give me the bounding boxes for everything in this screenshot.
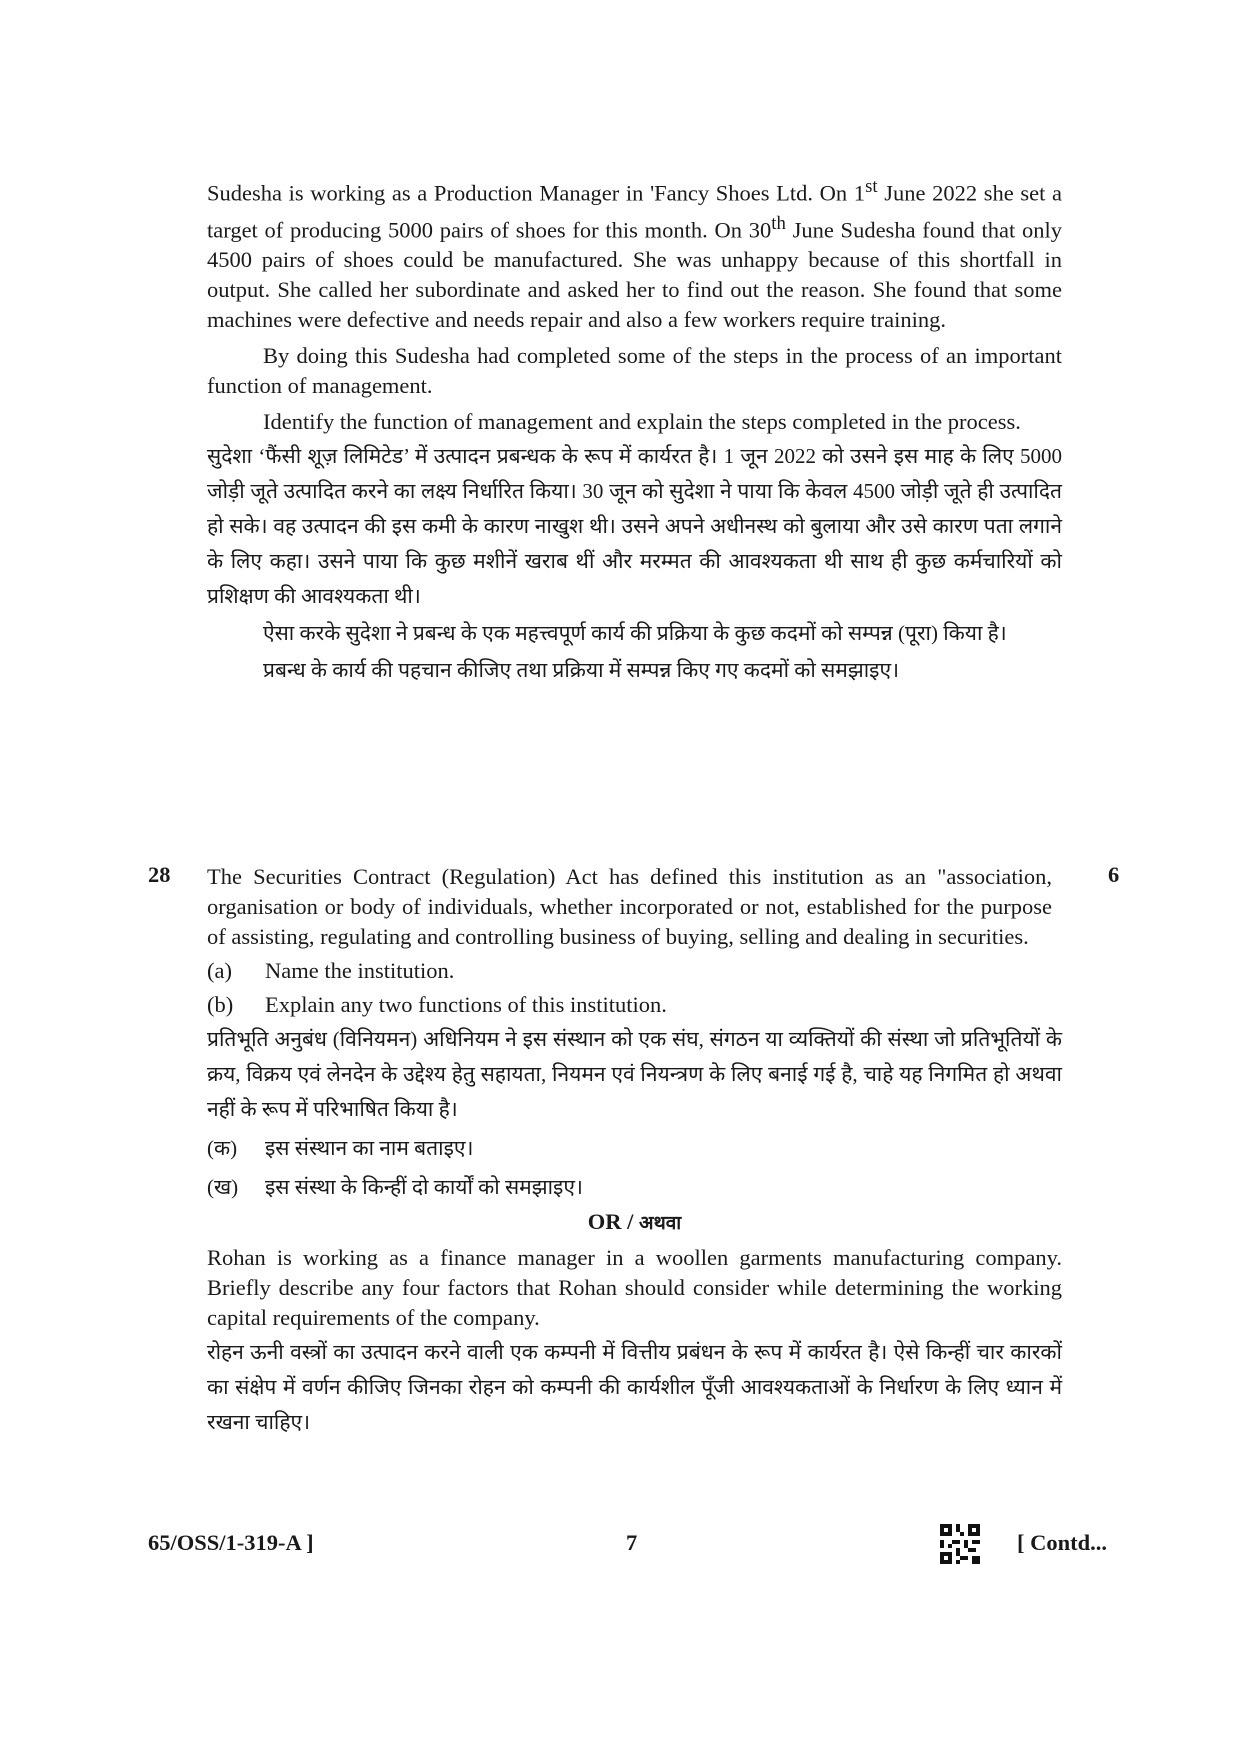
option-text: Explain any two functions of this institution. <box>265 992 667 1017</box>
or-divider: OR / अथवा <box>587 1209 682 1234</box>
case-hi-para3: प्रबन्ध के कार्य की पहचान कीजिए तथा प्रक्रिया में सम्पन्न किए गए कदमों को समझाइए। <box>263 658 900 682</box>
case-en-para2: By doing this Sudesha had completed some of the steps in the process of an important function of management. <box>207 343 1062 398</box>
q28-hi-option-b <box>207 1170 1052 1205</box>
question-marks: 6 <box>1108 862 1120 887</box>
case-hi-para2: ऐसा करके सुदेशा ने प्रबन्ध के एक महत्त्वपूर्ण कार्य की प्रक्रिया के कुछ कदमों को सम्पन्न (पूरा) किया है। <box>263 621 1007 645</box>
question-28-block <box>207 862 1062 1440</box>
qr-code-icon <box>940 1524 980 1564</box>
continued-marker: [ Contd... <box>1017 1530 1108 1555</box>
q28-alt-hi: रोहन ऊनी वस्त्रों का उत्पादन करने वाली एक कम्पनी में वित्तीय प्रबंधन के रूप में कार्यरत है। ऐसे किन्हीं चार कारकों का संक्षेप में वर्णन कीजिए जिनका रोहन को कम्पनी की कार्यशील पूँजी आवश्यकताओं के निर्धारण के लिए ध्यान में रखना चाहिए। <box>207 1340 1062 1434</box>
option-label: (क) <box>207 1136 238 1160</box>
case-en-para1: Sudesha is working as a Production Manager in 'Fancy Shoes Ltd. On 1st June 2022 she set a target of producing 5000 pairs of shoes for this month. On 30th June Sudesha found that only 4500 pairs of shoes could be manufactured. She was unhappy because of this shortfall in output. She called her subordinate and asked her to find out the reason. She found that some machines were defective and needs repair and also a few workers require training. <box>207 176 1063 332</box>
case-hi-para1: सुदेशा ‘फैंसी शूज़ लिमिटेड’ में उत्पादन प्रबन्धक के रूप में कार्यरत है। 1 जून 2022 को उसने इस माह के लिए 5000 जोड़ी जूते उत्पादित करने का लक्ष्य निर्धारित किया। 30 जून को सुदेशा ने पाया कि केवल 4500 जोड़ी जूते ही उत्पादित हो सके। वह उत्पादन की इस कमी के कारण नाखुश थी। उसने अपने अधीनस्थ को बुलाया और उसे कारण पता लगाने के लिए कहा। उसने पाया कि कुछ मशीनें खराब थीं और मरम्मत की आवश्यकता थी साथ ही कुछ कर्मचारियों को प्रशिक्षण की आवश्यकता थी। <box>207 444 1062 608</box>
option-label: (ख) <box>207 1175 239 1199</box>
q28-hi-option-a <box>207 1131 1052 1166</box>
q28-alt-en: Rohan is working as a finance manager in a woollen garments manufacturing company. Briefly describe any four factors that Rohan should consider while determining the working capital requirements of the company. <box>207 1245 1062 1330</box>
case-study-block <box>207 172 1062 688</box>
question-number: 28 <box>148 862 171 887</box>
option-text: इस संस्थान का नाम बताइए। <box>265 1136 474 1160</box>
option-label: (b) <box>207 992 234 1017</box>
q28-en-stem: The Securities Contract (Regulation) Act has defined this institution as an "association, organisation or body of individuals, whether incorporated or not, established for the purpose of assisting, regulating and controlling business of buying, selling and dealing in securities. <box>207 864 1052 949</box>
q28-en-option-b <box>207 990 1052 1020</box>
option-text: Name the institution. <box>265 958 455 983</box>
page-number: 7 <box>626 1530 638 1555</box>
q28-en-option-a <box>207 956 1052 986</box>
case-en-para3: Identify the function of management and explain the steps completed in the process. <box>263 409 1021 434</box>
option-text: इस संस्था के किन्हीं दो कार्यों को समझाइए। <box>265 1175 583 1199</box>
q28-hi-stem: प्रतिभूति अनुबंध (विनियमन) अधिनियम ने इस संस्थान को एक संघ, संगठन या व्यक्तियों की संस्था जो प्रतिभूतियों के क्रय, विक्रय एवं लेनदेन के उद्देश्य हेतु सहायता, नियमन एवं नियन्त्रण के लिए बनाई गई है, चाहे यह निगमित हो अथवा नहीं के रूप में परिभाषित किया है। <box>207 1027 1062 1121</box>
option-label: (a) <box>207 958 232 983</box>
paper-code: 65/OSS/1-319-A ] <box>148 1530 314 1555</box>
